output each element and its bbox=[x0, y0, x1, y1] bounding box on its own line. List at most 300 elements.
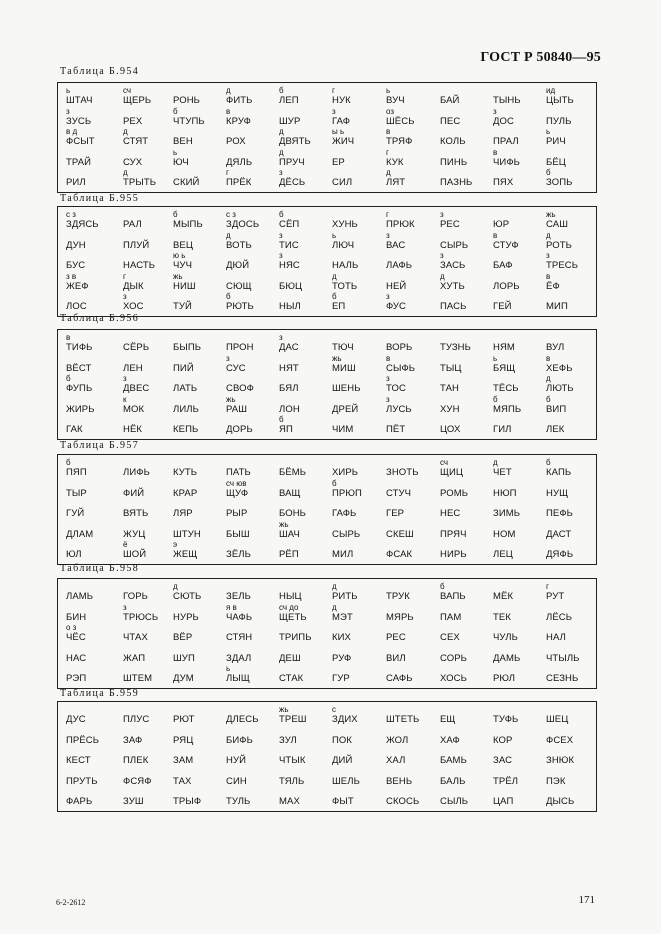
cell-word: ШЁСЬ bbox=[386, 115, 415, 127]
table-cell bbox=[386, 167, 442, 191]
cell-annotation: сч bbox=[440, 458, 449, 467]
cell-annotation: ь bbox=[66, 86, 71, 95]
cell-word: КУТЬ bbox=[173, 467, 198, 478]
cell-annotation: б bbox=[173, 106, 178, 116]
cell-word: ЧТЫЛЬ bbox=[546, 652, 580, 664]
cell-word: ТРЁЛ bbox=[493, 775, 519, 787]
cell-word: ЗУЛ bbox=[279, 734, 297, 746]
cell-word: НЯС bbox=[279, 260, 300, 271]
table-cell bbox=[173, 167, 229, 191]
cell-word: ДАС bbox=[279, 342, 299, 353]
table-cell bbox=[226, 414, 282, 438]
cell-word: ПРОН bbox=[226, 342, 254, 353]
cell-annotation: б bbox=[226, 292, 231, 301]
cell-annotation: сч юв bbox=[226, 478, 247, 488]
cell-word: ЗДАЛ bbox=[226, 652, 252, 664]
cell-word: ХУНЬ bbox=[332, 219, 358, 230]
cell-annotation: жь bbox=[279, 519, 289, 529]
cell-word: ТРАЙ bbox=[66, 156, 92, 168]
cell-word: РАШ bbox=[226, 403, 248, 415]
cell-word: ЛОРЬ bbox=[493, 280, 520, 292]
cell-word: НУЙ bbox=[226, 755, 247, 766]
table-cell bbox=[66, 414, 122, 438]
cell-word: НЮП bbox=[493, 487, 517, 499]
cell-word: РИЛ bbox=[66, 177, 86, 188]
table-cell bbox=[386, 539, 442, 563]
cell-word: ВУЧ bbox=[386, 95, 405, 106]
cell-annotation: жь bbox=[173, 271, 183, 281]
cell-word: ТАХ bbox=[173, 775, 192, 787]
cell-word: РЭП bbox=[66, 673, 87, 684]
table-cell bbox=[440, 663, 496, 687]
cell-annotation: з bbox=[440, 251, 444, 260]
cell-word: ШУР bbox=[279, 115, 301, 127]
cell-word: ЗУСЬ bbox=[66, 115, 92, 127]
cell-word: РУФ bbox=[332, 652, 352, 664]
cell-word: ГЕЙ bbox=[493, 301, 512, 312]
table-cell bbox=[173, 786, 229, 810]
table-cell bbox=[546, 786, 602, 810]
cell-annotation: з bbox=[440, 210, 444, 219]
cell-annotation: г bbox=[386, 210, 389, 219]
cell-word: ФИТЬ bbox=[226, 95, 253, 106]
cell-word: НЁК bbox=[123, 424, 143, 435]
cell-word: ФУС bbox=[386, 301, 406, 312]
cell-word: ЦАП bbox=[493, 796, 514, 807]
cell-word: ЗДЯСЬ bbox=[66, 219, 99, 230]
word-table bbox=[57, 454, 597, 565]
table-row bbox=[58, 291, 596, 315]
cell-word: СИН bbox=[226, 775, 247, 787]
table-cell bbox=[123, 414, 179, 438]
cell-word: ПИЙ bbox=[173, 362, 194, 374]
cell-word: ВАПЬ bbox=[440, 591, 466, 602]
word-table bbox=[57, 578, 597, 689]
cell-word: РОТЬ bbox=[546, 239, 572, 251]
cell-word: ТЫНЬ bbox=[493, 95, 521, 106]
table-cell bbox=[66, 663, 122, 687]
cell-word: НИШ bbox=[173, 280, 196, 292]
cell-word: ПОК bbox=[332, 734, 353, 746]
cell-annotation: з bbox=[279, 230, 283, 240]
table-cell bbox=[66, 539, 122, 563]
cell-word: ЗДИХ bbox=[332, 714, 358, 725]
cell-word: БОНЬ bbox=[279, 508, 307, 519]
cell-word: ТУЗНЬ bbox=[440, 342, 471, 353]
cell-word: ВЁР bbox=[173, 632, 193, 643]
cell-word: ЩУФ bbox=[226, 487, 249, 499]
table-cell bbox=[279, 414, 335, 438]
table-cell bbox=[66, 786, 122, 810]
cell-word: ЗИМЬ bbox=[493, 508, 521, 519]
table-cell bbox=[440, 167, 496, 191]
cell-word: ГОРЬ bbox=[123, 591, 148, 602]
cell-word: ЛАФЬ bbox=[386, 260, 413, 271]
cell-annotation: з bbox=[386, 292, 390, 301]
cell-word: ЧИМ bbox=[332, 424, 354, 435]
cell-word: ХАФ bbox=[440, 734, 460, 746]
cell-word: ПЭК bbox=[546, 775, 566, 787]
cell-annotation: ь bbox=[493, 353, 498, 363]
cell-word: ТОТЬ bbox=[332, 280, 358, 292]
cell-word: БУС bbox=[66, 260, 86, 271]
cell-word: ЛОС bbox=[66, 301, 87, 312]
cell-word: РЁП bbox=[279, 549, 299, 560]
cell-annotation: з bbox=[546, 251, 550, 260]
word-table bbox=[57, 701, 597, 812]
cell-word: ЩИЦ bbox=[440, 467, 464, 478]
table-row bbox=[58, 414, 596, 438]
word-table bbox=[57, 206, 597, 317]
table-cell bbox=[173, 539, 229, 563]
cell-word: ЗАСЬ bbox=[440, 260, 466, 271]
cell-word: ПАСЬ bbox=[440, 301, 467, 312]
cell-word: СЫФЬ bbox=[386, 362, 416, 374]
cell-annotation: б bbox=[66, 374, 71, 383]
table-cell bbox=[386, 663, 442, 687]
cell-word: ТЁСЬ bbox=[493, 383, 519, 394]
table-row bbox=[58, 167, 596, 191]
cell-word: ВОТЬ bbox=[226, 239, 252, 251]
cell-annotation: з bbox=[123, 602, 127, 612]
cell-word: РЮЛ bbox=[493, 673, 516, 684]
table-cell bbox=[66, 291, 122, 315]
cell-word: ФСЫТ bbox=[66, 136, 95, 147]
table-cell bbox=[226, 291, 282, 315]
cell-word: ТРЫФ bbox=[173, 796, 202, 807]
cell-word: ДЮЙ bbox=[226, 260, 250, 271]
cell-word: ЛАТЬ bbox=[173, 383, 198, 394]
cell-word: НАСТЬ bbox=[123, 260, 156, 271]
cell-word: ДАСТ bbox=[546, 528, 572, 540]
cell-word: БЫПЬ bbox=[173, 342, 202, 353]
cell-annotation: з в bbox=[66, 271, 77, 281]
cell-word: ШЕЦ bbox=[546, 714, 569, 725]
cell-annotation: д bbox=[332, 582, 337, 591]
cell-word: ДАМЬ bbox=[493, 652, 521, 664]
cell-word: МИЛ bbox=[332, 549, 354, 560]
cell-word: СОРЬ bbox=[440, 652, 468, 664]
table-cell bbox=[493, 663, 549, 687]
cell-annotation: б bbox=[546, 168, 551, 177]
table-cell bbox=[332, 291, 388, 315]
cell-word: ПЯП bbox=[66, 467, 87, 478]
table-cell bbox=[493, 291, 549, 315]
cell-word: ЧЕТ bbox=[493, 467, 512, 478]
cell-word: ВЁСТ bbox=[66, 362, 92, 374]
cell-annotation: в д bbox=[66, 127, 78, 136]
table-cell bbox=[123, 663, 179, 687]
table-cell bbox=[493, 786, 549, 810]
cell-word: РЕХ bbox=[123, 115, 143, 127]
cell-annotation: з bbox=[386, 394, 390, 404]
cell-word: НЯТ bbox=[279, 362, 299, 374]
cell-word: ТЕК bbox=[493, 611, 511, 623]
cell-word: ЗНОТЬ bbox=[386, 467, 419, 478]
cell-annotation: в bbox=[386, 353, 391, 363]
cell-annotation: ид bbox=[546, 86, 556, 95]
cell-word: ЛИЛЬ bbox=[173, 403, 199, 415]
table-cell bbox=[226, 167, 282, 191]
cell-annotation: д bbox=[123, 168, 128, 177]
cell-word: ЛЮЧ bbox=[332, 239, 355, 251]
table-cell bbox=[332, 539, 388, 563]
cell-annotation: б bbox=[279, 210, 284, 219]
cell-annotation: с bbox=[332, 705, 336, 714]
cell-word: СЫЛЬ bbox=[440, 796, 469, 807]
cell-word: ЗАФ bbox=[123, 734, 143, 746]
cell-word: ПРАЛ bbox=[493, 136, 519, 147]
cell-word: СВОФ bbox=[226, 383, 254, 394]
page-number: 171 bbox=[578, 894, 595, 906]
cell-word: ЗНЮК bbox=[546, 755, 575, 766]
cell-word: СИЛ bbox=[332, 177, 353, 188]
cell-word: САШ bbox=[546, 219, 568, 230]
cell-annotation: б bbox=[66, 458, 71, 467]
cell-word: ПРЮК bbox=[386, 219, 415, 230]
cell-word: ПЕФЬ bbox=[546, 508, 574, 519]
cell-word: БЫШ bbox=[226, 528, 250, 540]
cell-word: ПРЯЧ bbox=[440, 528, 467, 540]
cell-word: ПРЁСЬ bbox=[66, 734, 100, 746]
cell-annotation: сч bbox=[123, 86, 132, 95]
cell-word: ПРУТЬ bbox=[66, 775, 98, 787]
table-cell bbox=[493, 539, 549, 563]
cell-word: РОНЬ bbox=[173, 95, 201, 106]
cell-word: ФАРЬ bbox=[66, 796, 93, 807]
cell-annotation: в bbox=[493, 147, 498, 157]
table-cell bbox=[123, 167, 179, 191]
cell-annotation: жь bbox=[332, 353, 342, 363]
cell-word: СЁРЬ bbox=[123, 342, 150, 353]
cell-word: ЕЩ bbox=[440, 714, 456, 725]
cell-word: РУТ bbox=[546, 591, 565, 602]
cell-word: ПРЁК bbox=[226, 177, 252, 188]
cell-annotation: б bbox=[440, 582, 445, 591]
table-cell bbox=[173, 663, 229, 687]
table-cell bbox=[440, 786, 496, 810]
cell-word: ФСАК bbox=[386, 549, 413, 560]
cell-word: ТИС bbox=[279, 239, 299, 251]
cell-word: ЖЕЩ bbox=[173, 549, 198, 560]
table-cell bbox=[279, 291, 335, 315]
cell-annotation: б bbox=[546, 458, 551, 467]
table-cell bbox=[279, 786, 335, 810]
cell-word: ЛЯТ bbox=[386, 177, 406, 188]
cell-word: ДЛЕСЬ bbox=[226, 714, 259, 725]
cell-word: МЁК bbox=[493, 591, 514, 602]
cell-word: ЗАС bbox=[493, 755, 513, 766]
cell-annotation: з bbox=[332, 106, 336, 116]
table-row bbox=[58, 663, 596, 687]
cell-word: РОХ bbox=[226, 136, 246, 147]
cell-word: ЗАМ bbox=[173, 755, 194, 766]
cell-word: СКОСЬ bbox=[386, 796, 420, 807]
table-row bbox=[58, 786, 596, 810]
cell-word: ЮЛ bbox=[66, 549, 82, 560]
cell-word: РОМЬ bbox=[440, 487, 469, 499]
cell-word: ШОЙ bbox=[123, 549, 147, 560]
cell-word: КУК bbox=[386, 156, 404, 168]
table-cell bbox=[66, 167, 122, 191]
cell-annotation: г bbox=[546, 582, 549, 591]
cell-word: ЗЕЛЬ bbox=[226, 591, 251, 602]
cell-word: ТЫЦ bbox=[440, 362, 462, 374]
cell-word: БЁМЬ bbox=[279, 467, 307, 478]
table-cell bbox=[226, 663, 282, 687]
cell-word: ДЫСЬ bbox=[546, 796, 575, 807]
cell-word: ТРУК bbox=[386, 591, 410, 602]
cell-word: ЖИЧ bbox=[332, 136, 355, 147]
cell-word: ДУН bbox=[66, 239, 86, 251]
cell-word: ПЁТ bbox=[386, 424, 406, 435]
cell-annotation: д bbox=[440, 271, 445, 281]
cell-annotation: д bbox=[546, 374, 551, 383]
table-cell bbox=[332, 663, 388, 687]
cell-word: ТРЕСЬ bbox=[546, 260, 579, 271]
table-caption: Таблица Б.956 bbox=[60, 313, 140, 324]
cell-annotation: г bbox=[123, 271, 126, 281]
cell-word: МАХ bbox=[279, 796, 300, 807]
cell-word: КОР bbox=[493, 734, 513, 746]
cell-word: ВАЩ bbox=[279, 487, 301, 499]
cell-word: ДОРЬ bbox=[226, 424, 253, 435]
cell-word: МИШ bbox=[332, 362, 356, 374]
cell-word: НАС bbox=[66, 652, 87, 664]
cell-word: ПАЗНЬ bbox=[440, 177, 473, 188]
cell-word: СУС bbox=[226, 362, 246, 374]
word-table bbox=[57, 329, 597, 440]
cell-word: ХОСЬ bbox=[440, 673, 467, 684]
cell-word: ЗОПЬ bbox=[546, 177, 573, 188]
table-cell bbox=[279, 663, 335, 687]
cell-word: ЧТУПЬ bbox=[173, 115, 205, 127]
cell-word: ЧУЛЬ bbox=[493, 632, 518, 643]
cell-annotation: о з bbox=[66, 623, 77, 632]
cell-word: ДЯФЬ bbox=[546, 549, 574, 560]
cell-word: ВЕНЬ bbox=[386, 775, 413, 787]
cell-word: ЛЁСЬ bbox=[546, 611, 573, 623]
cell-word: ПЕС bbox=[440, 115, 461, 127]
cell-word: ЖОЛ bbox=[386, 734, 409, 746]
cell-word: СЁП bbox=[279, 219, 300, 230]
cell-word: НАЛЬ bbox=[332, 260, 359, 271]
cell-annotation: д bbox=[123, 127, 128, 136]
cell-word: БЯЛ bbox=[279, 383, 299, 394]
table-cell bbox=[493, 414, 549, 438]
cell-word: ЗЁЛЬ bbox=[226, 549, 251, 560]
cell-word: ЦЫТЬ bbox=[546, 95, 574, 106]
cell-word: РИЧ bbox=[546, 136, 566, 147]
cell-word: ВЕН bbox=[173, 136, 193, 147]
cell-annotation: з bbox=[66, 106, 70, 116]
cell-word: ФЫТ bbox=[332, 796, 354, 807]
cell-annotation: з bbox=[279, 251, 283, 260]
cell-word: НУРЬ bbox=[173, 611, 199, 623]
cell-word: СКИЙ bbox=[173, 177, 200, 188]
cell-word: ДЫК bbox=[123, 280, 144, 292]
word-table bbox=[57, 82, 597, 193]
cell-word: НОМ bbox=[493, 528, 516, 540]
cell-annotation: ь bbox=[386, 86, 391, 95]
cell-word: ЩЕРЬ bbox=[123, 95, 152, 106]
cell-annotation: ь bbox=[332, 230, 337, 240]
cell-annotation: д bbox=[332, 271, 337, 281]
cell-word: НЕС bbox=[440, 508, 461, 519]
cell-word: ПАТЬ bbox=[226, 467, 251, 478]
cell-word: ПЛУЙ bbox=[123, 239, 150, 251]
cell-word: РЯЦ bbox=[173, 734, 194, 746]
cell-word: МИП bbox=[546, 301, 568, 312]
cell-word: ЦОХ bbox=[440, 424, 461, 435]
cell-word: БЁЦ bbox=[546, 156, 566, 168]
cell-word: ФСЕХ bbox=[546, 734, 574, 746]
cell-annotation: жь bbox=[279, 705, 289, 714]
cell-annotation: к bbox=[123, 394, 127, 404]
cell-word: ТРЮСЬ bbox=[123, 611, 159, 623]
cell-word: ХАЛ bbox=[386, 755, 406, 766]
cell-annotation: ь bbox=[226, 664, 231, 673]
table-caption: Таблица Б.954 bbox=[60, 66, 140, 77]
cell-word: ДВЕС bbox=[123, 383, 150, 394]
table-cell bbox=[173, 291, 229, 315]
cell-word: ЯП bbox=[279, 424, 293, 435]
cell-word: ДОС bbox=[493, 115, 514, 127]
cell-word: ВИП bbox=[546, 403, 567, 415]
table-cell bbox=[123, 539, 179, 563]
document-header: ГОСТ Р 50840—95 bbox=[480, 50, 601, 65]
cell-word: ЛЕН bbox=[123, 362, 143, 374]
table-cell bbox=[546, 539, 602, 563]
cell-word: ЕР bbox=[332, 156, 345, 168]
cell-word: БЯЩ bbox=[493, 362, 516, 374]
cell-annotation: б bbox=[332, 478, 337, 488]
table-cell bbox=[546, 663, 602, 687]
cell-word: ВОРЬ bbox=[386, 342, 413, 353]
table-cell bbox=[440, 414, 496, 438]
cell-word: СТУФ bbox=[493, 239, 519, 251]
table-cell bbox=[226, 539, 282, 563]
cell-word: ГАФЬ bbox=[332, 508, 357, 519]
cell-word: ЖЕФ bbox=[66, 280, 89, 292]
cell-annotation: б bbox=[173, 210, 178, 219]
cell-word: ЛАМЬ bbox=[66, 591, 94, 602]
table-cell bbox=[493, 167, 549, 191]
cell-word: ФСЯФ bbox=[123, 775, 152, 787]
cell-word: СЕЗНЬ bbox=[546, 673, 579, 684]
cell-annotation: я в bbox=[226, 602, 237, 612]
cell-word: РЮТ bbox=[173, 714, 195, 725]
cell-word: ЛЕЦ bbox=[493, 549, 513, 560]
cell-word: ШЕЛЬ bbox=[332, 775, 360, 787]
cell-word: ЧЁС bbox=[66, 632, 86, 643]
cell-annotation: с з bbox=[226, 210, 236, 219]
cell-word: ШТЕТЬ bbox=[386, 714, 420, 725]
cell-word: ЖИРЬ bbox=[66, 403, 95, 415]
cell-word: ДРЕЙ bbox=[332, 403, 359, 415]
cell-word: ЧИФЬ bbox=[493, 156, 521, 168]
cell-word: ЛЮТЬ bbox=[546, 383, 574, 394]
cell-word: ЛОН bbox=[279, 403, 300, 415]
table-cell bbox=[386, 786, 442, 810]
cell-word: СЮЩ bbox=[226, 280, 252, 292]
cell-annotation: д bbox=[226, 86, 231, 95]
cell-word: НЫЦ bbox=[279, 591, 302, 602]
cell-word: МЯПЬ bbox=[493, 403, 522, 415]
cell-word: ДЕШ bbox=[279, 652, 301, 664]
cell-annotation: в bbox=[546, 353, 551, 363]
cell-word: ХЕФЬ bbox=[546, 362, 573, 374]
